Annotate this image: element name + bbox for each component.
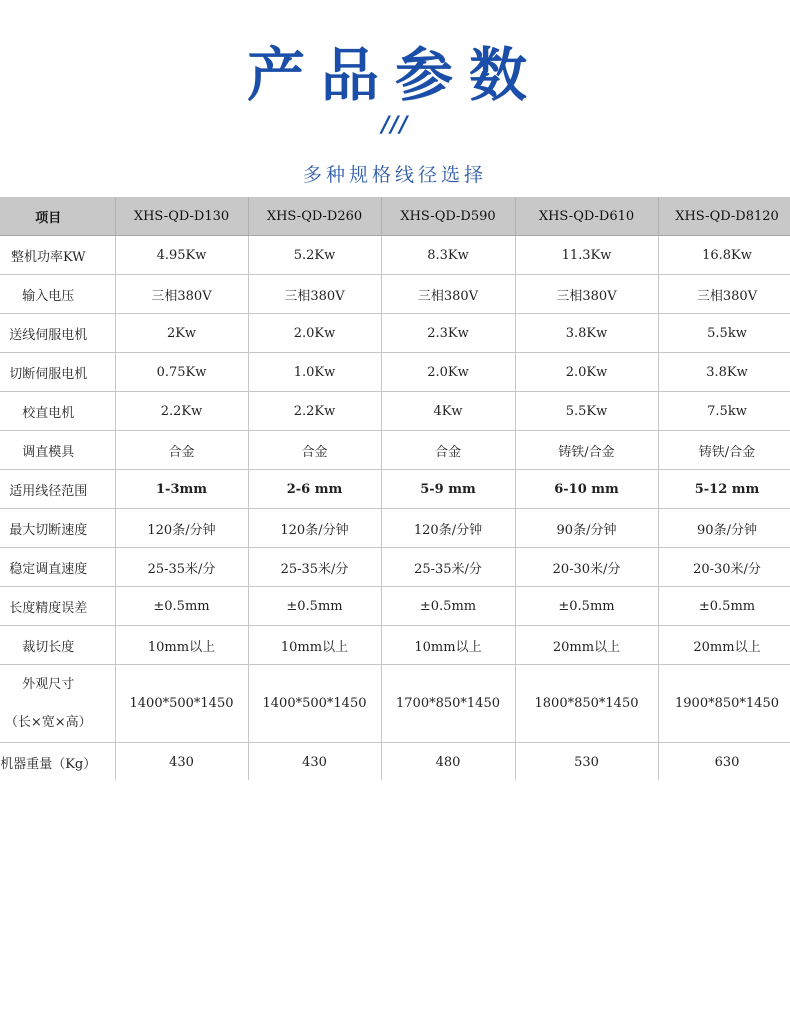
table-cell: 4.95Kw	[115, 236, 248, 275]
table-cell: 三相380V	[381, 275, 515, 314]
table-header-row	[0, 197, 790, 236]
table-cell: 三相380V	[248, 275, 381, 314]
table-cell: 3.8Kw	[515, 314, 658, 353]
table-cell: 0.75Kw	[115, 353, 248, 392]
table-cell: 合金	[381, 431, 515, 470]
table-row	[0, 431, 790, 470]
table-cell: 5.2Kw	[248, 236, 381, 275]
table-cell: 10mm以上	[115, 626, 248, 665]
table-cell: 2.0Kw	[381, 353, 515, 392]
table-cell: 三相380V	[115, 275, 248, 314]
decorative-slashes: ///	[381, 113, 409, 138]
row-label: 稳定调直速度	[0, 548, 115, 587]
table-cell: 11.3Kw	[515, 236, 658, 275]
table-cell: 5-12 mm	[658, 470, 790, 509]
table-cell: 合金	[248, 431, 381, 470]
header-model: XHS-QD-D130	[115, 197, 248, 236]
table-cell: 10mm以上	[248, 626, 381, 665]
row-label: 输入电压	[0, 275, 115, 314]
table-cell: 2Kw	[115, 314, 248, 353]
table-cell: ±0.5mm	[248, 587, 381, 626]
table-cell: 铸铁/合金	[515, 431, 658, 470]
table-row	[0, 587, 790, 626]
page-subtitle: 多种规格线径选择	[302, 164, 487, 186]
table-cell: 25-35米/分	[115, 548, 248, 587]
table-row	[0, 509, 790, 548]
table-cell: 2.0Kw	[248, 314, 381, 353]
table-cell: 120条/分钟	[381, 509, 515, 548]
table-cell: 2.2Kw	[248, 392, 381, 431]
table-cell: 90条/分钟	[515, 509, 658, 548]
header-item: 项目	[0, 197, 115, 236]
table-row	[0, 392, 790, 431]
table-cell: 7.5kw	[658, 392, 790, 431]
table-cell: 430	[248, 743, 381, 781]
table-cell: 2.0Kw	[515, 353, 658, 392]
table-row	[0, 236, 790, 275]
spec-table	[0, 197, 790, 780]
table-cell: 90条/分钟	[658, 509, 790, 548]
table-cell: 480	[381, 743, 515, 781]
row-label: 校直电机	[0, 392, 115, 431]
table-cell: 10mm以上	[381, 626, 515, 665]
table-cell: 5.5kw	[658, 314, 790, 353]
table-row	[0, 353, 790, 392]
table-cell: 20-30米/分	[515, 548, 658, 587]
table-cell: 2-6 mm	[248, 470, 381, 509]
table-cell: 2.2Kw	[115, 392, 248, 431]
table-cell: 8.3Kw	[381, 236, 515, 275]
row-label-dimensions	[0, 665, 115, 743]
table-cell: 1900*850*1450	[658, 665, 790, 743]
table-cell: 6-10 mm	[515, 470, 658, 509]
table-cell: 2.3Kw	[381, 314, 515, 353]
table-row-weight	[0, 743, 790, 781]
table-cell: 120条/分钟	[248, 509, 381, 548]
table-cell: 530	[515, 743, 658, 781]
row-label-line: 外观尺寸	[22, 676, 75, 692]
row-label: 最大切断速度	[0, 509, 115, 548]
table-cell: 5-9 mm	[381, 470, 515, 509]
table-cell: 铸铁/合金	[658, 431, 790, 470]
table-cell: ±0.5mm	[658, 587, 790, 626]
table-cell: 1800*850*1450	[515, 665, 658, 743]
table-cell: 5.5Kw	[515, 392, 658, 431]
table-cell: 1.0Kw	[248, 353, 381, 392]
header-model: XHS-QD-D610	[515, 197, 658, 236]
table-cell: 120条/分钟	[115, 509, 248, 548]
table-cell: 3.8Kw	[658, 353, 790, 392]
table-cell: ±0.5mm	[515, 587, 658, 626]
row-label: 整机功率KW	[0, 236, 115, 275]
table-cell: 20-30米/分	[658, 548, 790, 587]
header-model: XHS-QD-D590	[381, 197, 515, 236]
table-cell: ±0.5mm	[115, 587, 248, 626]
row-label: 长度精度误差	[0, 587, 115, 626]
table-cell: 1-3mm	[115, 470, 248, 509]
table-cell: 1400*500*1450	[248, 665, 381, 743]
row-label: 切断伺服电机	[0, 353, 115, 392]
header-model: XHS-QD-D260	[248, 197, 381, 236]
table-row-dimensions	[0, 665, 790, 743]
table-cell: ±0.5mm	[381, 587, 515, 626]
row-label: 送线伺服电机	[0, 314, 115, 353]
spec-table-container	[0, 197, 790, 780]
table-cell: 630	[658, 743, 790, 781]
row-label: 调直模具	[0, 431, 115, 470]
table-cell: 1700*850*1450	[381, 665, 515, 743]
table-row	[0, 275, 790, 314]
header-model: XHS-QD-D8120	[658, 197, 790, 236]
row-label-line: （长×宽×高）	[4, 714, 92, 730]
table-row	[0, 470, 790, 509]
table-cell: 25-35米/分	[248, 548, 381, 587]
table-row	[0, 548, 790, 587]
table-cell: 25-35米/分	[381, 548, 515, 587]
page-title: 产品参数	[246, 41, 543, 109]
table-row	[0, 314, 790, 353]
table-cell: 430	[115, 743, 248, 781]
table-cell: 1400*500*1450	[115, 665, 248, 743]
table-cell: 20mm以上	[658, 626, 790, 665]
table-cell: 合金	[115, 431, 248, 470]
table-cell: 三相380V	[515, 275, 658, 314]
table-cell: 16.8Kw	[658, 236, 790, 275]
table-cell: 4Kw	[381, 392, 515, 431]
row-label: 裁切长度	[0, 626, 115, 665]
table-cell: 三相380V	[658, 275, 790, 314]
table-cell: 20mm以上	[515, 626, 658, 665]
table-row	[0, 626, 790, 665]
row-label: 机器重量（Kg）	[0, 743, 115, 781]
row-label: 适用线径范围	[0, 470, 115, 509]
